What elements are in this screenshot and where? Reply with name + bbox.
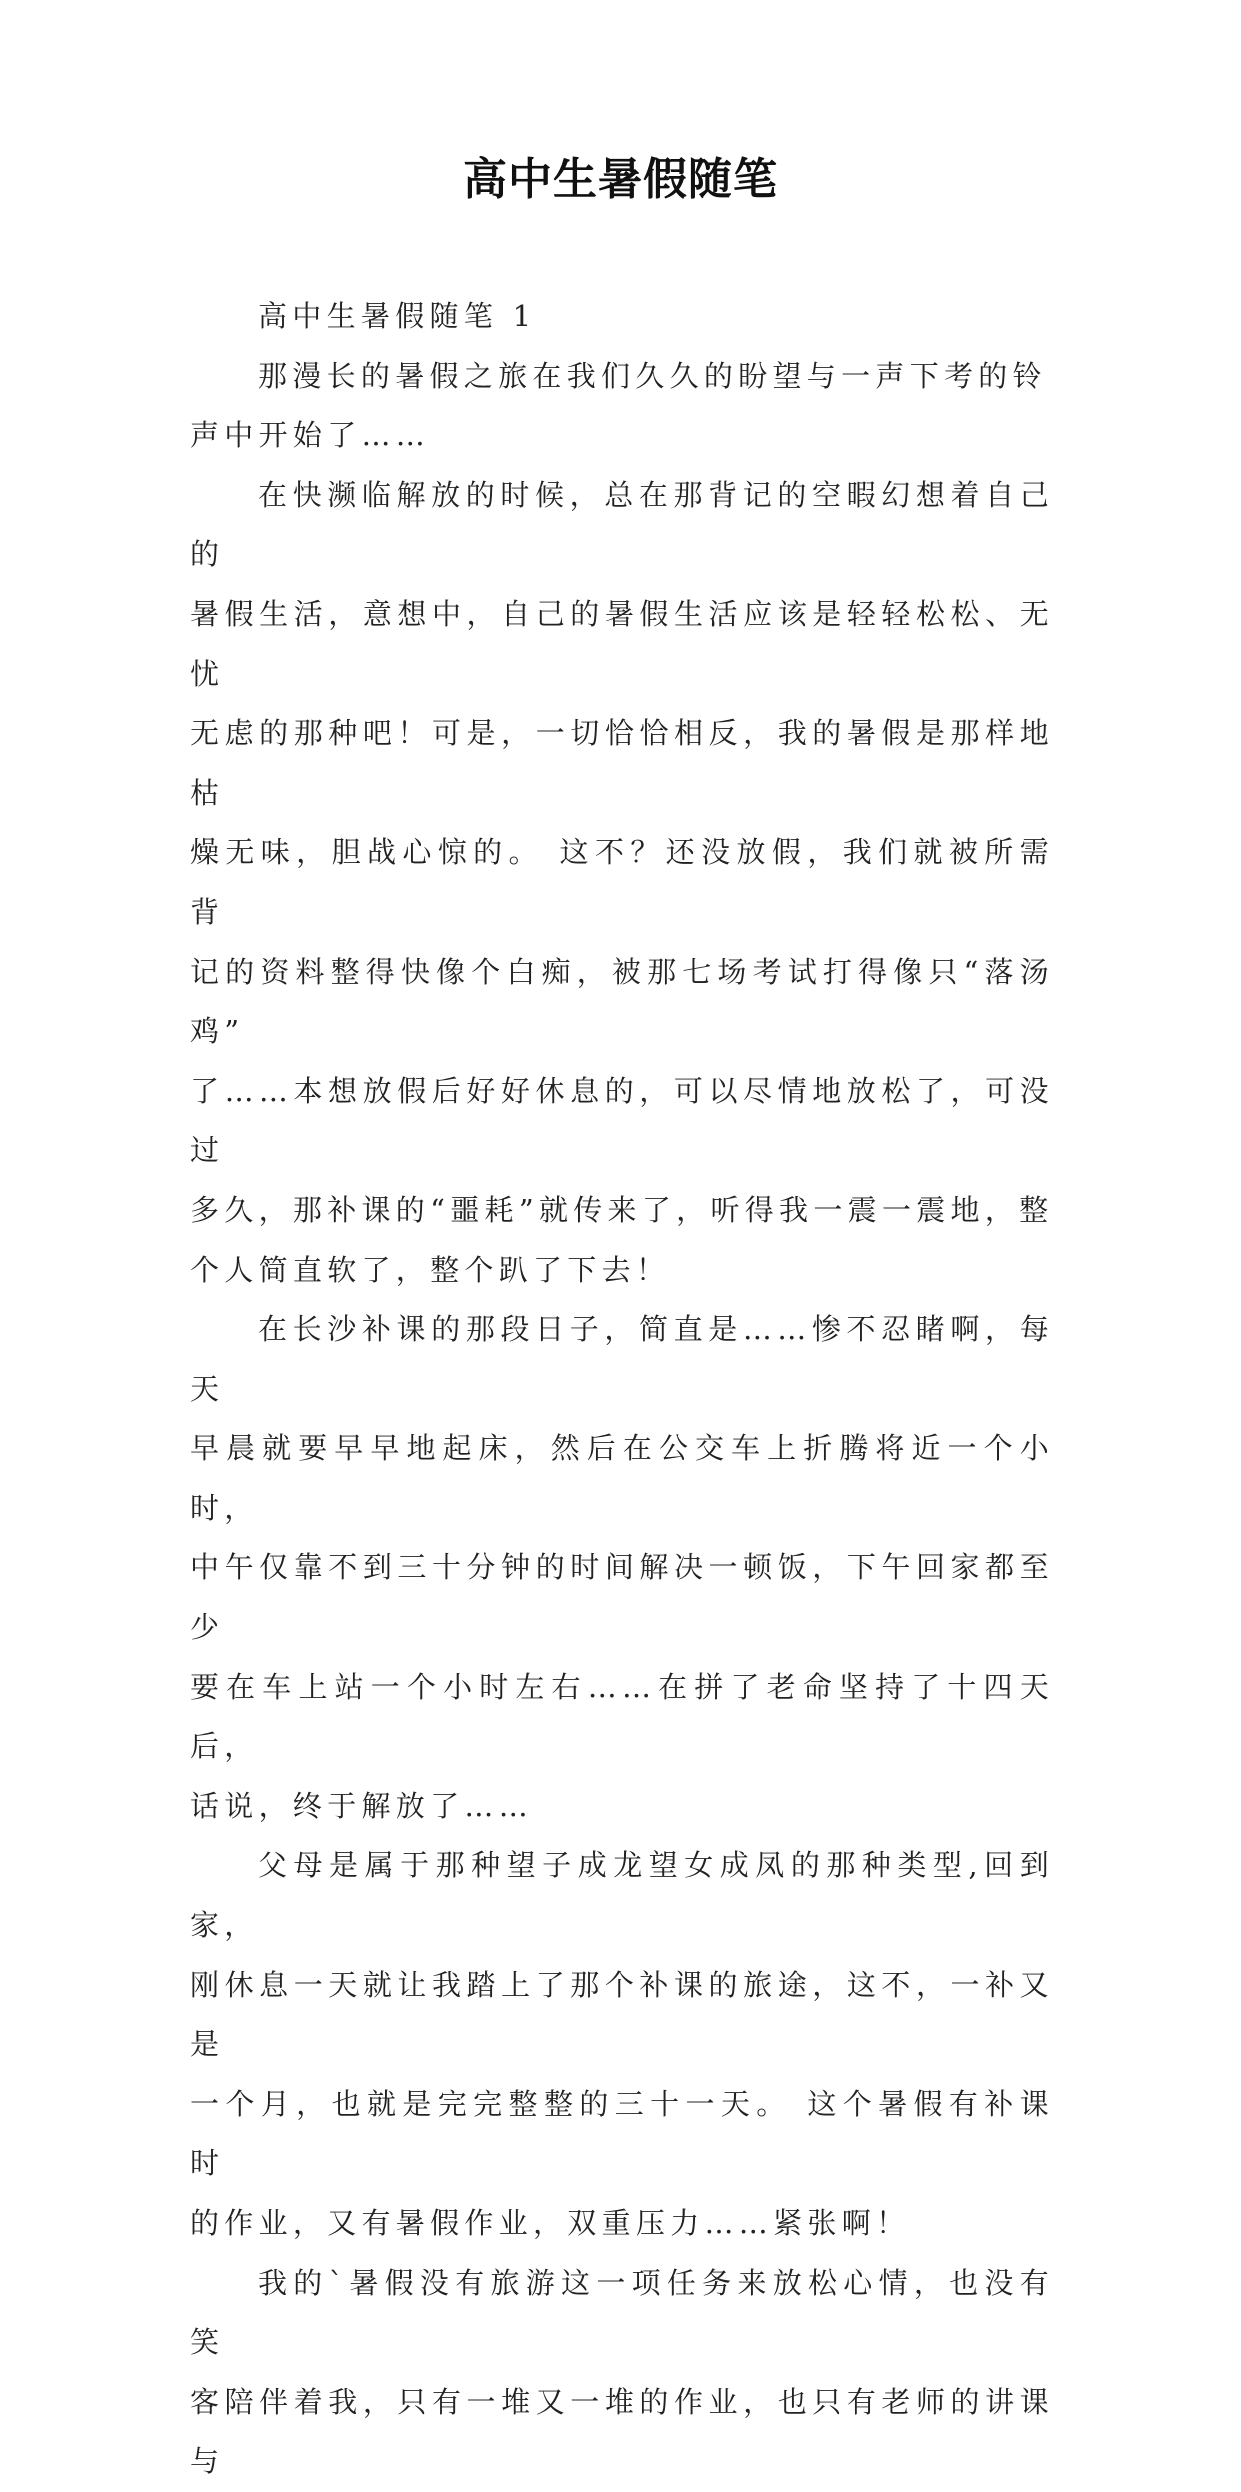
paragraph: 父母是属于那种望子成龙望女成凤的那种类型,回到家， 刚休息一天就让我踏上了那个补课的旅途，这不，一补又是 一个月，也就是完完整整的三十一天。 这个暑假有补课时 的作业，又有暑假作业，双重压力……紧张啊！ bbox=[190, 1848, 1054, 2240]
document-body bbox=[190, 287, 1054, 2492]
section-heading: 高中生暑假随笔 1 bbox=[258, 299, 537, 333]
paragraph: 那漫长的暑假之旅在我们久久的盼望与一声下考的铃 声中开始了…… bbox=[190, 358, 1047, 453]
document-title: 高中生暑假随笔 bbox=[463, 154, 778, 205]
paragraph: 在快濒临解放的时候，总在那背记的空暇幻想着自己的 暑假生活，意想中，自己的暑假生活应该是轻轻松松、无忧 无虑的那种吧！可是，一切恰恰相反，我的暑假是那样地枯 燥无味，胆战心惊的。 这不？还没放假，我们就被所需背 记的资料整得快像个白痴，被那七场考试打得像只“落汤鸡” 了……本想放假后好好休息的，可以尽情地放松了，可没过 多久，那补课的“噩耗”就传来了，听得我一震一震地，整 个人简直软了，整个趴了下去！ bbox=[190, 477, 1054, 1287]
paragraph: 在长沙补课的那段日子，简直是……惨不忍睹啊，每天 早晨就要早早地起床，然后在公交车上折腾将近一个小时， 中午仅靠不到三十分钟的时间解决一顿饭，下午回家都至少 要在车上站一个小时左右……在拼了老命坚持了十四天后， 话说，终于解放了…… bbox=[190, 1312, 1054, 1823]
paragraph: 我的`暑假没有旅游这一项任务来放松心情，也没有笑 客陪伴着我，只有一堆又一堆的作业，也只有老师的讲课与 bbox=[190, 2265, 1054, 2479]
